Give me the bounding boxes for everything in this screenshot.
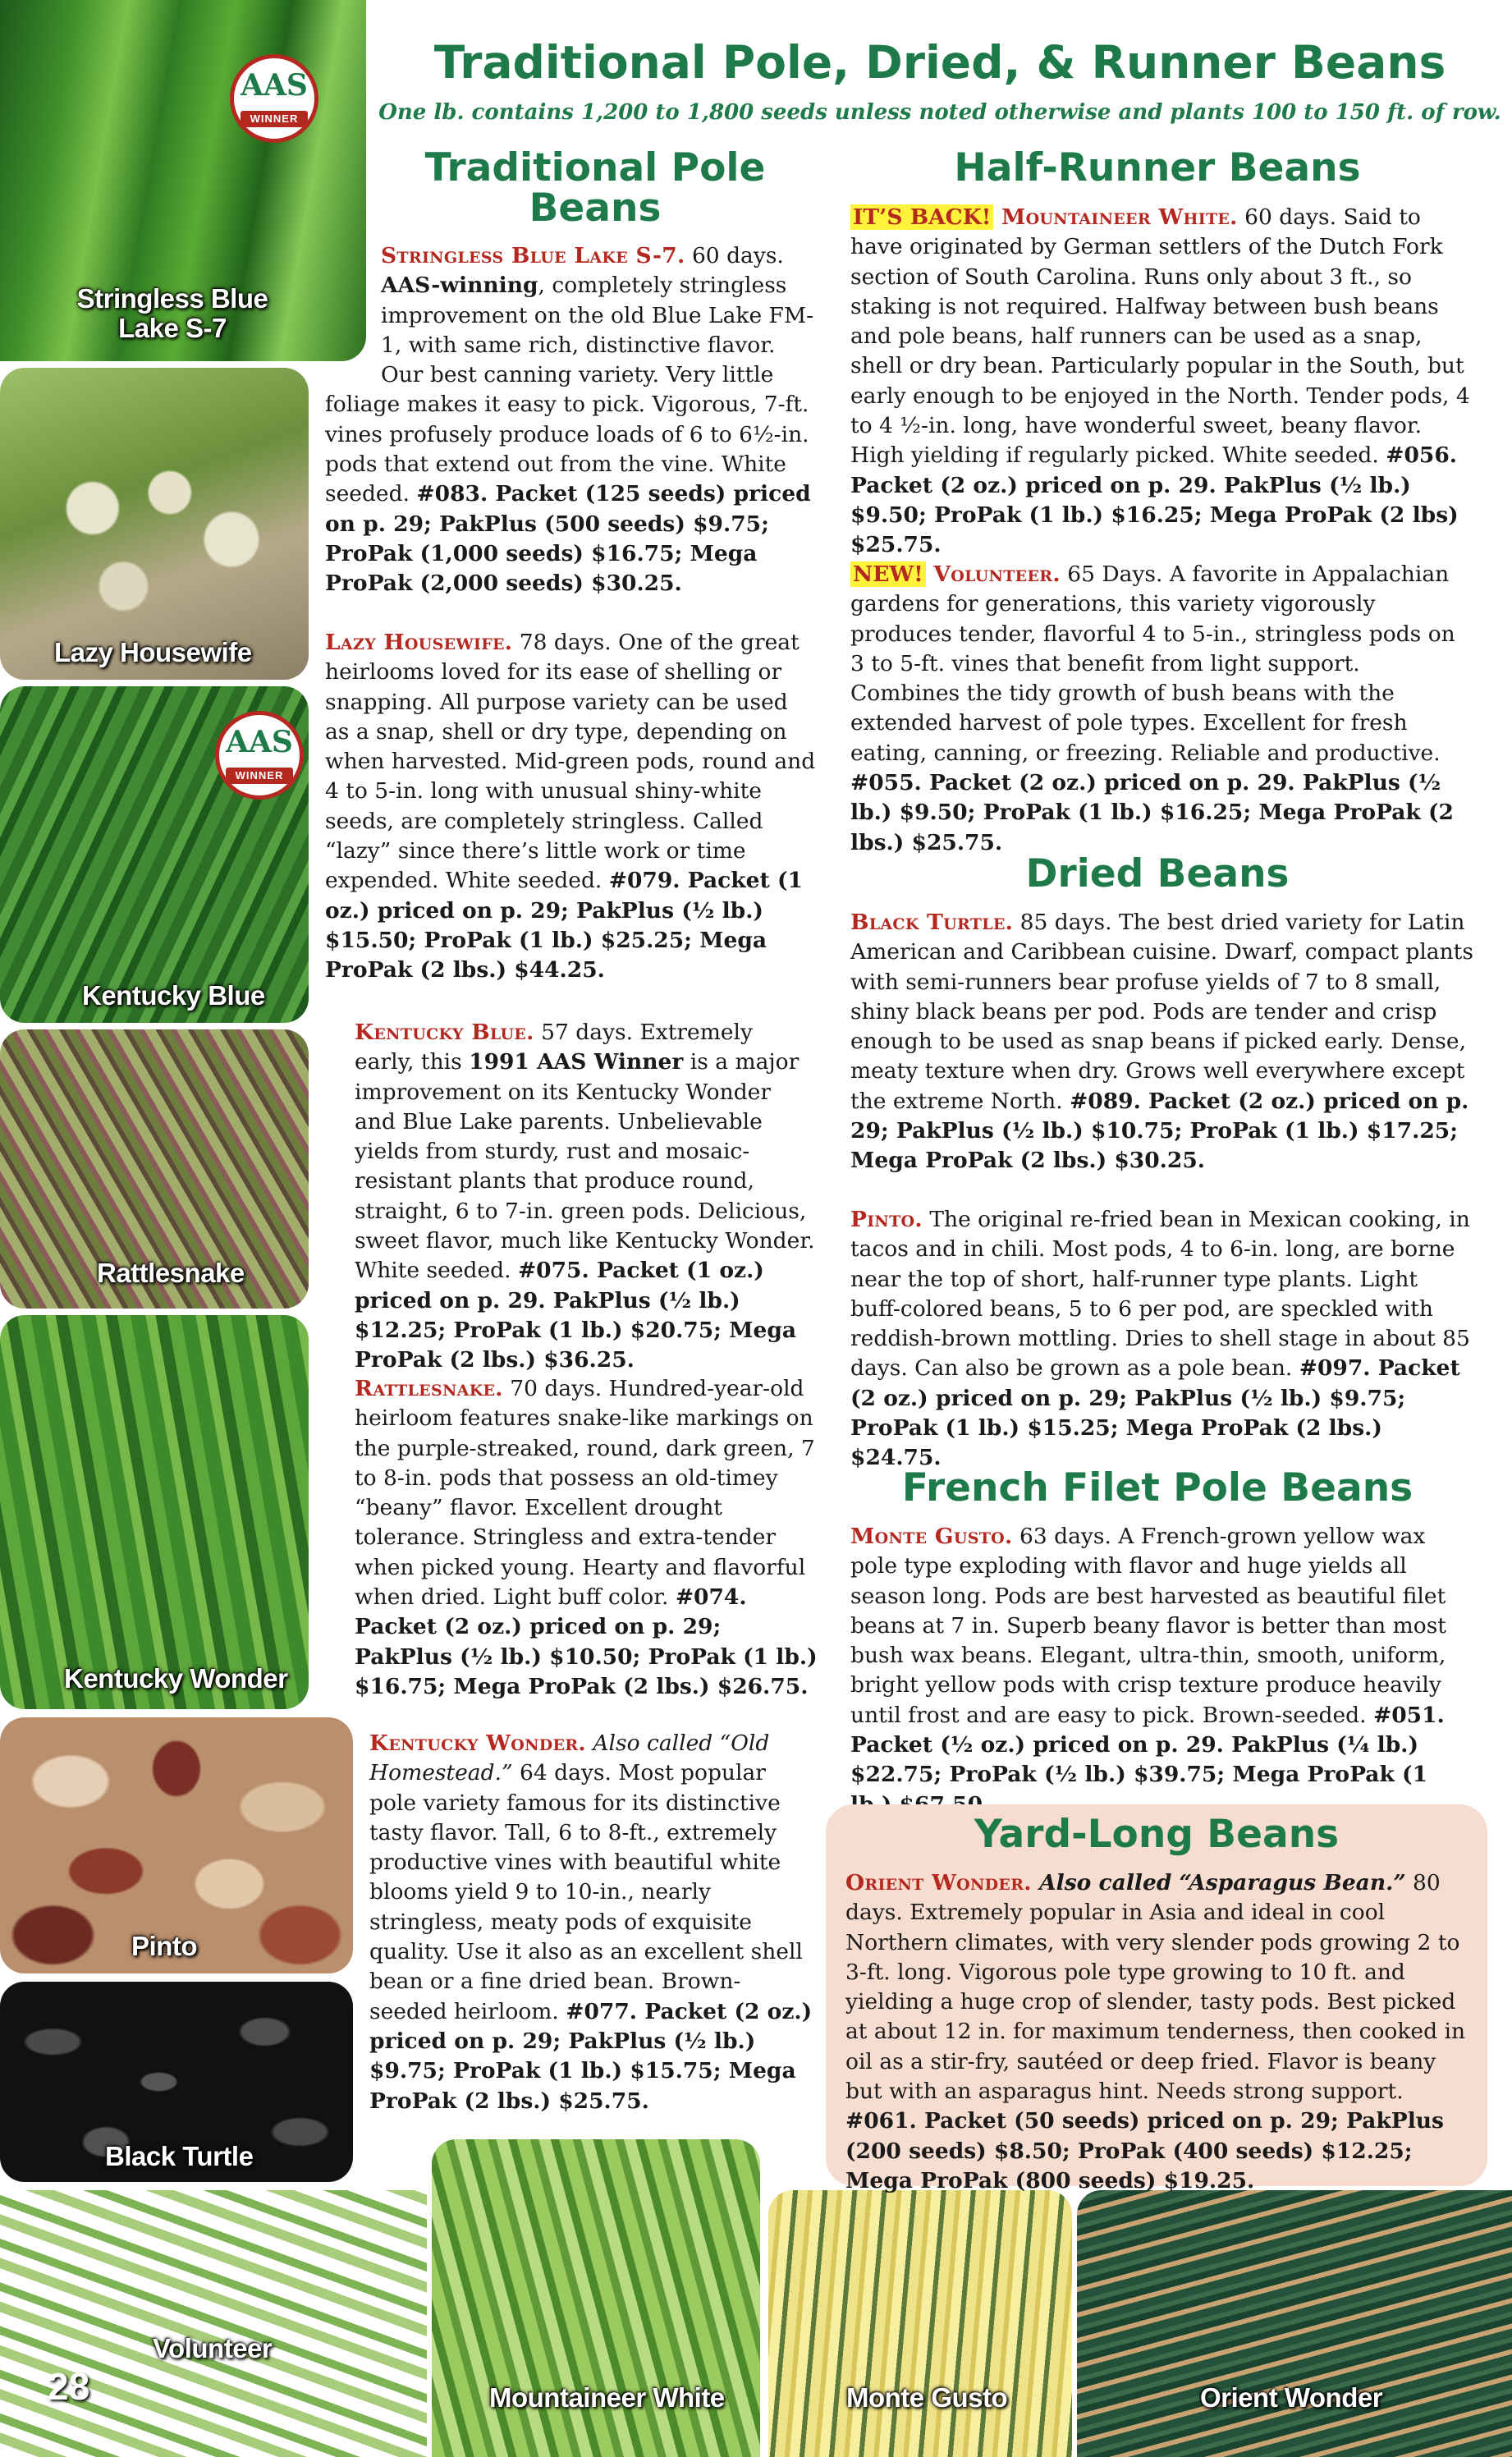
aas-winner-badge [215,711,304,800]
variety-description: 70 days. Hundred-year-old heirloom features snake-like markings on the purple-streaked, round, dark green, 7 to 8-in. pods that possess an old-timey “beany” flavor. Excellent drought tolerance. Stringless and extra-tender when picked young. Hearty and flavorful when dried. Light buff color. [355,1376,815,1611]
photo-rattlesnake [0,1029,309,1309]
section-heading-yard-long: Yard-Long Beans [974,1812,1340,1857]
variety-pricing: #077. Packet (2 oz.) priced on p. 29; PakPlus (½ lb.) $9.75; ProPak (1 lb.) $15.75; Mega ProPak (2 lbs.) $25.75. [369,1998,813,2114]
photo-label: Volunteer [153,2333,273,2363]
section-heading-traditional-pole [361,145,829,231]
variety-description: 65 Days. A favorite in Appalachian gardens for generations, this variety vigorously produces tender, flavorful 4 to 5-in., stringless pods on 3 to 5-ft. vines that benefit from light support. Combines the tidy growth of bush beans with the extended harvest of pole types. Excellent for fresh eating, canning, or freezing. Reliable and productive. [850,562,1455,766]
photo-orient-wonder [1077,2190,1512,2457]
variety-days: 60 days. [685,243,784,268]
photo-label: Kentucky Blue [82,980,265,1011]
variety-name: Black Turtle. [850,910,1014,935]
photo-label: Monte Gusto [846,2382,1008,2413]
winner-ribbon: WINNER [226,768,293,784]
variety-pricing: #056. Packet (2 oz.) priced on p. 29. PakPlus (½ lb.) $9.50; ProPak (1 lb.) $16.25; Mega ProPak (2 lbs) $25.75. [850,442,1459,558]
variety-description: 64 days. Most popular pole variety famous for its distinctive tasty flavor. Tall, 6 to 8-ft., extremely productive vines with beautiful white blooms yield 9 to 10-in., nearly stringless, meaty pods of exquisite quality. Use it also as an excellent shell bean or a fine dried bean. Brown-seeded heirloom. [369,1760,803,2024]
entry-mountaineer-white [850,203,1474,561]
photo-black-turtle [0,1982,353,2182]
variety-pricing: #051. Packet (½ oz.) priced on p. 29. PakPlus (¼ lb.) $22.75; ProPak (½ lb.) $39.75; Mega ProPak (1 [850,1702,1445,1788]
winner-ribbon: WINNER [241,111,308,127]
page-number: 28 [48,2365,90,2408]
variety-pricing: #061. Packet (50 seeds) priced on p. 29; PakPlus (200 seeds) $8.50; ProPak (400 seeds) $12.25; Mega ProPak (800 seeds) $19.25. [845,2108,1444,2193]
variety-description: The original re-fried bean in Mexican cooking, in tacos and in chili. Most pods, 4 to 6-in. long, are borne near the top of short, half-runner type plants. Light buff-colored beans, 5 to 6 per pod, are speckled with reddish-brown mottling. Dries to shell stage in about 85 days. Can also be grown as a pole bean. [850,1207,1470,1382]
photo-volunteer [0,2190,427,2457]
entry-pinto [850,1205,1474,1474]
photo-kentucky-wonder [0,1315,309,1709]
entry-monte-gusto [850,1522,1474,1820]
variety-name: Orient Wonder. [845,1870,1032,1895]
entry-lazy-housewife [325,628,818,986]
variety-pricing: #097. Packet (2 oz.) priced on p. 29; PakPlus (½ lb.) $9.75; ProPak (1 lb.) $15.25; Mega ProPak (2 lbs.) $24.75. [850,1355,1460,1471]
variety-pricing: #075. Packet (1 oz.) priced on p. 29. PakPlus (½ lb.) $12.25; ProPak (1 lb.) $20.75; Mega ProPak (2 lbs.) $36.25. [355,1258,797,1373]
variety-description: 80 days. Extremely popular in Asia and ideal in cool Northern climates, with very slender pods growing 2 to 3-ft. long. Vigorous pole type growing to 10 ft. and yielding a huge crop of slender, tasty pods. Best picked at about 12 in. for maximum tenderness, then cooked in oil as a stir-fry, sautéed or deep fried. Flavor is beany but with an asparagus hint. Needs strong support. [845,1870,1466,2105]
variety-description: , completely stringless improvement on the old Blue Lake FM-1, with same rich, distinctive flavor. Our best canning variety. Very little foliage makes it easy to pick. Vigorous, 7-ft. vines profusely produce loads of 6 to 6½-in. pods that extend out from the vine. White seeded. [325,273,814,507]
variety-description: 63 days. A French-grown yellow wax pole type exploding with flavor and huge yields all season long. Pods are best harvested as beautiful filet beans at 7 in. Superb beany flavor is better than most bush wax beans. Elegant, ultra-thin, smooth, uniform, bright yellow pods with crisp texture produce heavily until frost and are easy to pick. Brown-seeded. [850,1524,1446,1728]
photo-label: Pinto [131,1931,197,1961]
variety-name: Mountaineer White. [993,204,1238,230]
variety-pricing: #083. Packet (125 seeds) priced on p. 29; PakPlus (500 seeds) $9.75; ProPak (1,000 seeds) $16.75; Mega ProPak (2,000 seeds) $30.25. [325,481,811,597]
photo-mountaineer-white [432,2139,760,2457]
photo-stringless-blue-lake [0,0,366,361]
variety-description: 60 days. Said to have originated by German settlers of the Dutch Fork section of South Carolina. Runs only about 3 ft., so staking is not required. Halfway between bush beans and pole beans, half runners can be used as a snap, shell or dry bean. Particularly popular in the South, but early enough to be enjoyed in the North. Tender pods, 4 to 4 ½-in. long, have wonderful sweet, beany flavor. High yielding if regularly picked. White seeded. [850,204,1470,469]
section-heading-french-filet: French Filet Pole Beans [901,1465,1413,1510]
variety-pricing: #089. Packet (2 oz.) priced on p. 29; PakPlus (½ lb.) $10.75; ProPak (1 lb.) $17.25; Mega ProPak (2 lbs.) $30.25. [850,1088,1469,1174]
entry-kentucky-blue [355,1018,818,1376]
entry-kentucky-wonder [369,1729,818,2116]
photo-label: Rattlesnake [97,1258,245,1288]
entry-orient-wonder [845,1868,1474,2196]
variety-name: Volunteer. [925,562,1061,587]
aas-winning-text: AAS-winning [381,273,538,299]
variety-description: 57 days. Extremely early, this [355,1020,753,1075]
variety-name: Monte Gusto. [850,1524,1013,1549]
photo-monte-gusto [768,2190,1072,2457]
entry-stringless-blue-lake [325,241,818,599]
photo-label: Kentucky Wonder [64,1663,288,1694]
variety-alias: Also called “Asparagus Bean.” [1031,1870,1406,1895]
entry-volunteer [850,560,1474,858]
page-subtitle: One lb. contains 1,200 to 1,800 seeds unless noted otherwise and plants 100 to 150 ft. of row. [378,100,1501,125]
photo-label: Lazy Housewife [54,637,252,667]
photo-label: Black Turtle [105,2141,254,2171]
aas-logo-text: AAS [226,725,293,759]
entry-rattlesnake [355,1374,818,1702]
variety-pricing: #079. Packet (1 oz.) priced on p. 29; PakPlus (½ lb.) $15.50; ProPak (1 lb.) $25.25; Mega ProPak (2 lbs.) $44.25. [325,868,803,983]
photo-label: Orient Wonder [1200,2382,1383,2413]
aas-winner-badge [230,54,318,143]
variety-description: 78 days. One of the great heirlooms loved for its ease of shelling or snapping. All purpose variety can be used as a snap, shell or dry type, depending on when harvested. Mid-green pods, round and 4 to 5-in. long with unusual shiny-white seeds, are completely stringless. Called “lazy” since there’s little work or time expended. White seeded. [325,630,816,894]
variety-description: is a major improvement on its Kentucky Wonder and Blue Lake parents. Unbelievable yields from sturdy, rust and mosaic-resistant plants that produce round, straight, 6 to 7-in. green pods. Delicious, sweet flavor, much like Kentucky Wonder. White seeded. [355,1049,815,1284]
variety-name: Kentucky Blue. [355,1020,534,1045]
variety-pricing: #074. Packet (2 oz.) priced on p. 29; PakPlus (½ lb.) $10.50; ProPak (1 lb.) $16.75; Mega ProPak (2 lbs.) $26.75. [355,1584,818,1699]
aas-logo-text: AAS [241,68,308,103]
variety-name: Rattlesnake. [355,1376,503,1401]
variety-name: Stringless Blue Lake S-7. [381,243,685,268]
variety-pricing: #055. Packet (2 oz.) priced on p. 29. PakPlus (½ lb.) $9.50; ProPak (1 lb.) $16.25; Mega ProPak (2 lbs.) $25.75. [850,770,1454,855]
entry-black-turtle [850,908,1474,1176]
page-title: Traditional Pole, Dried, & Runner Beans [433,36,1446,89]
section-heading-half-runner: Half-Runner Beans [954,145,1361,190]
photo-pinto [0,1717,353,1973]
photo-lazy-housewife [0,368,309,680]
new-tag: NEW! [850,562,926,587]
its-back-tag: IT’S BACK! [850,204,993,230]
heading-line: Traditional Pole [424,145,766,190]
section-heading-dried: Dried Beans [1025,851,1290,896]
variety-alias: Also called “Old Homestead.” [369,1730,770,1786]
variety-name: Pinto. [850,1207,923,1232]
photo-label: Stringless Blue Lake S-7 [76,283,268,343]
variety-name: Kentucky Wonder. [369,1730,586,1756]
photo-label: Mountaineer White [489,2382,725,2413]
heading-line: Beans [529,186,662,231]
aas-winner-text: 1991 AAS Winner [469,1049,684,1075]
variety-name: Lazy Housewife. [325,630,513,655]
variety-description: 85 days. The best dried variety for Latin American and Caribbean cuisine. Dwarf, compact plants with semi-runners bear profuse yields of 7 to 8 small, shiny black beans per pod. Pods are tender and crisp enough to be used as snap beans if picked early. Dense, meaty texture when dry. Grows well everywhere except the extreme North. [850,910,1473,1114]
